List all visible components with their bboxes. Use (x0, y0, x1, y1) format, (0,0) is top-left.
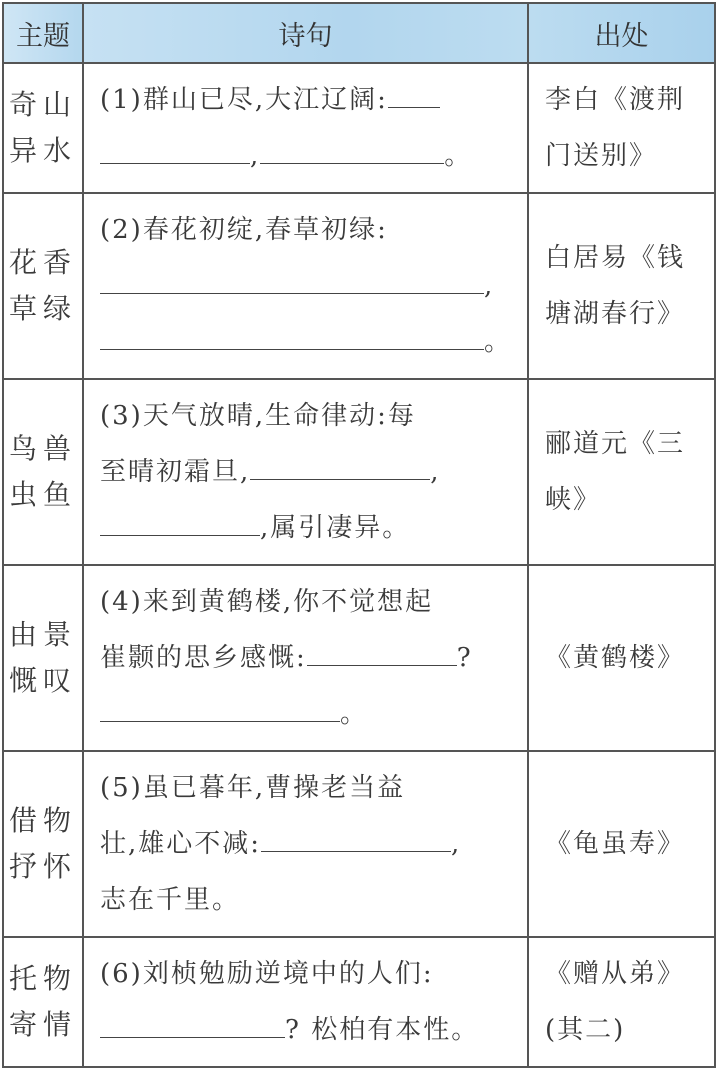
verse-text: 崔颢的思乡感慨: (100, 643, 307, 673)
verse-text: (2)春花初绽,春草初绿: (100, 215, 388, 245)
theme-line: 奇山 (8, 88, 77, 121)
answer-blank[interactable] (250, 449, 430, 480)
verse-text: , (451, 829, 462, 859)
header-source: 出处 (528, 3, 715, 63)
theme-line: 虫鱼 (8, 478, 77, 511)
theme-cell (3, 193, 83, 379)
verse-cell (83, 63, 528, 193)
verse-text: , (484, 271, 495, 301)
theme-cell (3, 751, 83, 937)
header-verse: 诗句 (83, 3, 528, 63)
source-cell (528, 63, 715, 193)
header-theme: 主题 (3, 3, 83, 63)
verse-cell (83, 565, 528, 751)
verse-cell (83, 193, 528, 379)
verse-cell (83, 751, 528, 937)
source-cell (528, 565, 715, 751)
theme-line: 异水 (8, 134, 77, 167)
table-row (3, 193, 715, 379)
verse-text: 壮,雄心不减: (100, 829, 262, 859)
table-row (3, 63, 715, 193)
theme-line: 慨叹 (8, 664, 77, 697)
poem-table (2, 2, 716, 1068)
header-row (3, 3, 715, 63)
theme-line: 借物 (8, 804, 77, 837)
theme-line: 鸟兽 (8, 432, 77, 465)
verse-cell (83, 937, 528, 1067)
theme-cell (3, 565, 83, 751)
source-cell (528, 193, 715, 379)
verse-text: (6)刘桢勉励逆境中的人们: (100, 959, 434, 989)
verse-text: 至晴初霜旦, (100, 457, 251, 487)
answer-blank[interactable] (100, 505, 260, 536)
verse-text: (5)虽已暮年,曹操老当益 (100, 773, 406, 803)
theme-line: 抒怀 (8, 850, 77, 883)
theme-line: 由景 (8, 618, 77, 651)
answer-blank[interactable] (260, 133, 444, 164)
verse-text: (3)天气放晴,生命律动:每 (100, 401, 416, 431)
verse-text: 。 (484, 327, 513, 357)
source-line: 峡》 (545, 485, 602, 515)
answer-blank[interactable] (261, 821, 451, 852)
source-cell (528, 379, 715, 565)
source-line: 白居易《钱 (545, 243, 686, 273)
verse-text: ? 松柏有本性。 (285, 1015, 480, 1045)
source-line: 《龟虽寿》 (545, 829, 686, 859)
verse-text: 志在千里。 (100, 885, 241, 915)
source-cell (528, 937, 715, 1067)
verse-text: , (430, 457, 441, 487)
answer-blank[interactable] (307, 635, 457, 666)
verse-text: 。 (444, 141, 473, 171)
source-cell (528, 751, 715, 937)
answer-blank[interactable] (100, 263, 484, 294)
source-line: 《黄鹤楼》 (545, 643, 686, 673)
theme-cell (3, 379, 83, 565)
source-line: 《赠从弟》 (545, 959, 686, 989)
source-line: 李白《渡荆 (545, 85, 686, 115)
verse-text: ,属引凄异。 (260, 513, 411, 543)
theme-line: 托物 (8, 962, 77, 995)
answer-blank[interactable] (100, 133, 250, 164)
verse-cell (83, 379, 528, 565)
verse-text: ? (456, 643, 473, 673)
verse-text: (4)来到黄鹤楼,你不觉想起 (100, 587, 434, 617)
source-line: 郦道元《三 (545, 429, 686, 459)
answer-blank[interactable] (100, 691, 340, 722)
source-line: 门送别》 (545, 141, 658, 171)
theme-line: 草绿 (8, 292, 77, 325)
answer-blank[interactable] (100, 1007, 285, 1038)
source-line: 塘湖春行》 (545, 299, 686, 329)
verse-text: 。 (340, 699, 369, 729)
theme-line: 寄情 (8, 1008, 77, 1041)
source-line: (其二) (545, 1015, 626, 1045)
table-row (3, 937, 715, 1067)
table-row (3, 379, 715, 565)
answer-blank[interactable] (388, 77, 440, 108)
theme-line: 花香 (8, 246, 77, 279)
table-row (3, 565, 715, 751)
theme-cell (3, 937, 83, 1067)
verse-text: , (250, 141, 261, 171)
answer-blank[interactable] (100, 319, 484, 350)
table-row (3, 751, 715, 937)
theme-cell (3, 63, 83, 193)
verse-text: (1)群山已尽,大江辽阔: (100, 85, 388, 115)
